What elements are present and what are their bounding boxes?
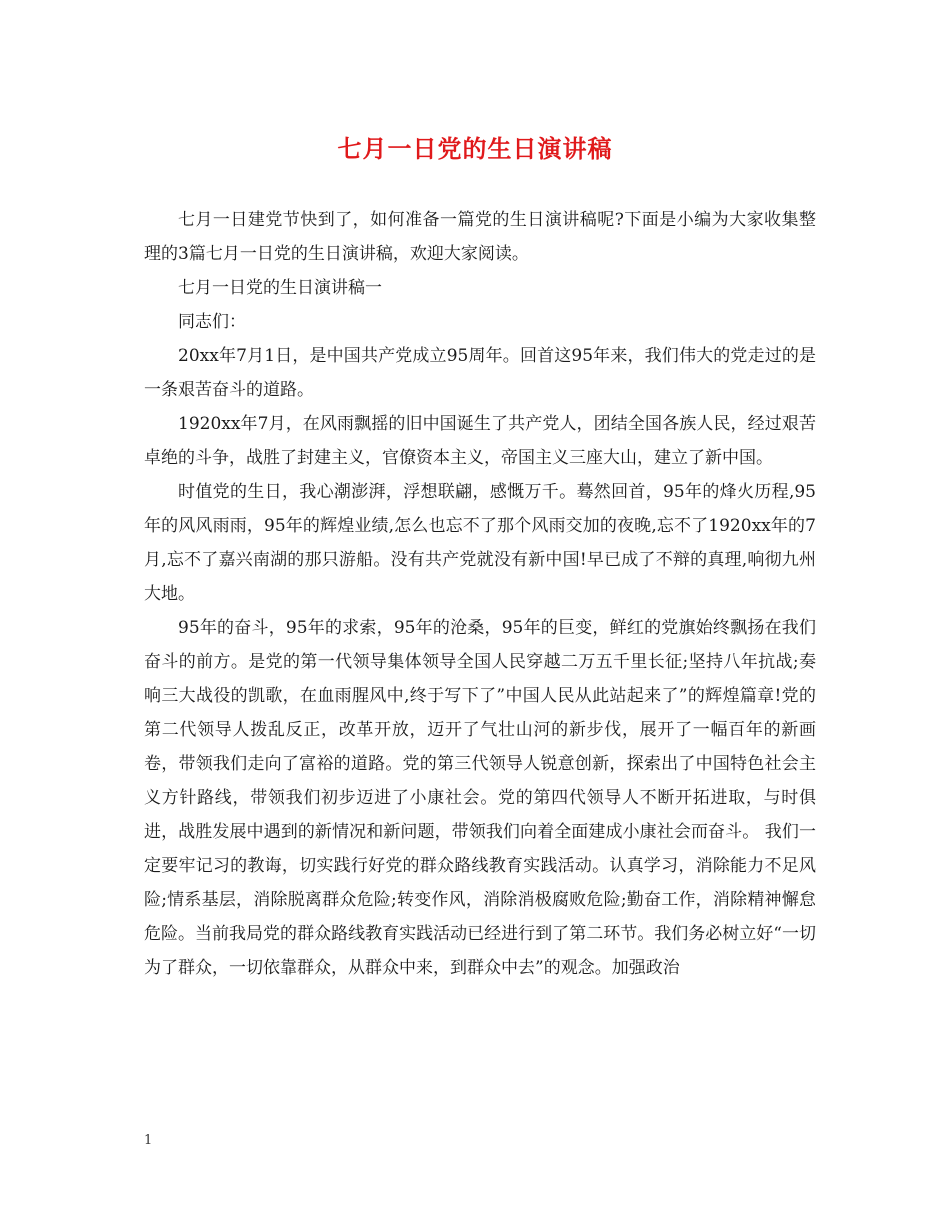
paragraph-salutation: 同志们： bbox=[178, 312, 246, 332]
paragraph-history: 95年的奋斗，95年的求索，95年的沧桑，95年的巨变，鲜红的党旗始终飘扬在我们奋斗的前方。是党的第一代领导集体领导全国人民穿越二万五千里长征;坚持八年抗战;奏响三大战役的凯歌，在血雨腥风中,终于写下了”中国人民从此站起来了”的辉煌篇章!党的第二代领导人拨乱反正，改革开放，迈开了气壮山河的新步伐，展开了一幅百年的新画卷，带领我们走向了富裕的道路。党的第三代领导人锐意创新，探索出了中国特色社会主义方针路线，带领我们初步迈进了小康社会。党的第四代领导人不断开拓进取，与时俱进，战胜发展中遇到的新情况和新问题，带领我们向着全面建成小康社会而奋斗。 我们一定要牢记习的教诲，切实践行好党的群众路线教育实践活动。认真学习，消除能力不足风险;情系基层，消除脱离群众危险;转变作风，消除消极腐败危险;勤奋工作，消除精神懈怠危险。当前我局党的群众路线教育实践活动已经进行到了第二环节。我们务必树立好“一切为了群众，一切依靠群众，从群众中来，到群众中去”的观念。加强政治 bbox=[144, 618, 816, 978]
paragraph-anniversary: 20xx年7月1日，是中国共产党成立95周年。回首这95年来，我们伟大的党走过的是一条艰苦奋斗的道路。 bbox=[144, 346, 816, 400]
paragraph-subtitle: 七月一日党的生日演讲稿一 bbox=[178, 278, 382, 298]
paragraph-founding: 1920xx年7月，在风雨飘摇的旧中国诞生了共产党人，团结全国各族人民，经过艰苦卓绝的斗争，战胜了封建主义，官僚资本主义，帝国主义三座大山，建立了新中国。 bbox=[144, 414, 816, 468]
paragraph-intro: 七月一日建党节快到了，如何准备一篇党的生日演讲稿呢?下面是小编为大家收集整理的3篇七月一日党的生日演讲稿，欢迎大家阅读。 bbox=[144, 210, 816, 264]
document-body bbox=[144, 203, 816, 985]
paragraph-reflection: 时值党的生日，我心潮澎湃，浮想联翩，感慨万千。蓦然回首，95年的烽火历程,95年的风风雨雨，95年的辉煌业绩,怎么也忘不了那个风雨交加的夜晚,忘不了1920xx年的7月,忘不了嘉兴南湖的那只游船。没有共产党就没有新中国!早已成了不辩的真理,响彻九州大地。 bbox=[144, 482, 816, 604]
page-number: 1 bbox=[144, 1133, 153, 1148]
document-title: 七月一日党的生日演讲稿 bbox=[337, 134, 613, 163]
